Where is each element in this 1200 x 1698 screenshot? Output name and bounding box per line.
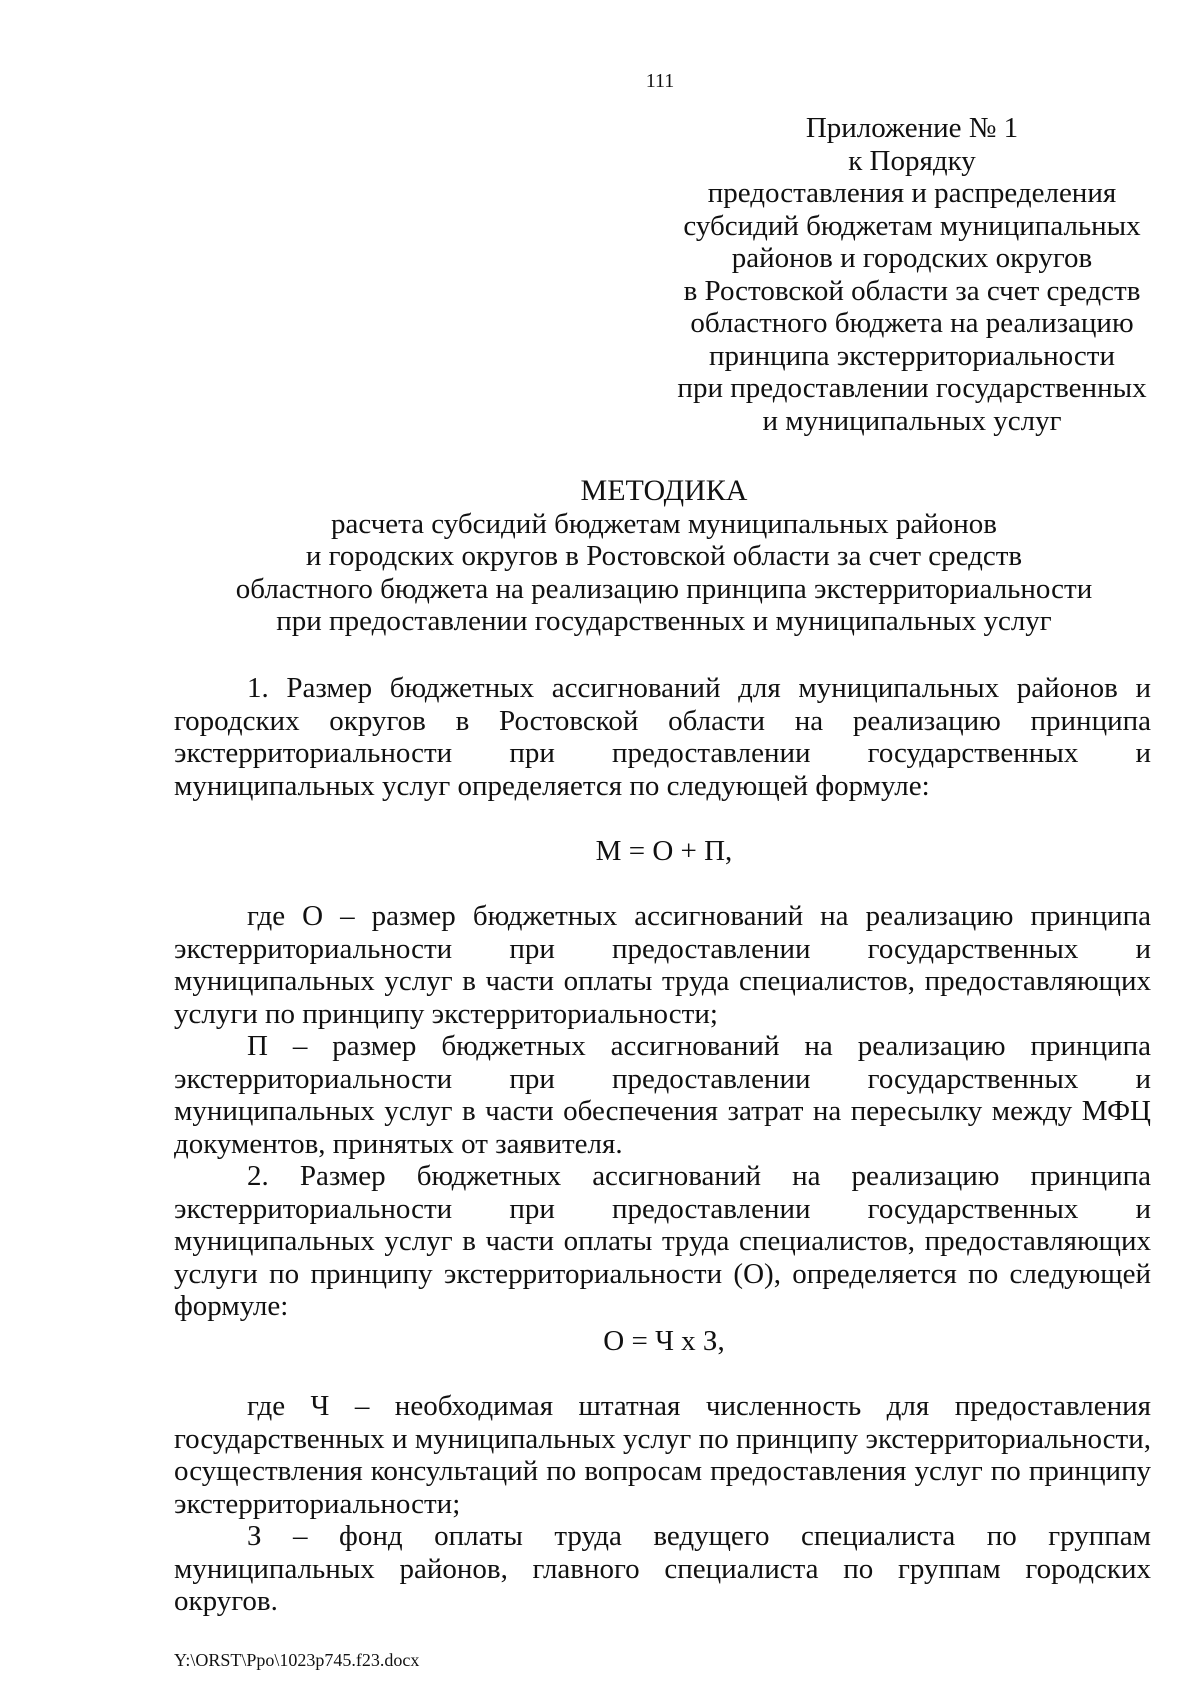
appendix-line: районов и городских округов [731, 242, 1093, 274]
subtitle-line: при предоставлении государственных и муниципальных услуг [276, 605, 1052, 637]
formula-o: О = Ч х З, [603, 1325, 725, 1357]
formula-m: М = О + П, [595, 835, 733, 867]
appendix-line: субсидий бюджетам муниципальных [683, 209, 1141, 242]
subtitle-line: расчета субсидий бюджетам муниципальных районов [331, 507, 997, 540]
body-section-1 [174, 672, 1151, 802]
footer-file-path: Y:\ORST\Ppo\1023p745.f23.docx [174, 1650, 420, 1670]
document-title [174, 475, 1154, 638]
definition-ch: где Ч – необходимая штатная численность для предоставления государственных и муниципальных услуг по принципу экстерриториальности, осуществления консультаций по вопросам предоставления услуг по принципу экстерриториальности; [174, 1390, 1151, 1520]
body-section-definitions [174, 900, 1151, 1323]
paragraph-2: 2. Размер бюджетных ассигнований на реализацию принципа экстерриториальности при предоставлении государственных и муниципальных услуг в части оплаты труда специалистов, предоставляющих услуги по принципу экстерриториальности (О), определяется по следующей формуле: [174, 1160, 1151, 1322]
definition-o: где О – размер бюджетных ассигнований на реализацию принципа экстерриториальности при предоставлении государственных и муниципальных услуг в части оплаты труда специалистов, предоставляющих услуги по принципу экстерриториальности; [174, 900, 1151, 1030]
appendix-line: областного бюджета на реализацию [690, 307, 1134, 339]
page-number: 111 [645, 70, 675, 92]
subtitle-line: и городских округов в Ростовской области за счет средств [305, 540, 1023, 572]
appendix-line: в Ростовской области за счет средств [683, 274, 1141, 307]
appendix-line: и муниципальных услуг [762, 404, 1062, 437]
subtitle-line: областного бюджета на реализацию принципа экстерриториальности [235, 572, 1093, 605]
appendix-header [672, 112, 1152, 437]
appendix-line: принципа экстерриториальности [709, 339, 1115, 372]
appendix-line: к Порядку [848, 144, 976, 177]
paragraph-1: 1. Размер бюджетных ассигнований для муниципальных районов и городских округов в Ростовской области на реализацию принципа экстерриториальности при предоставлении государственных и муниципальных услуг определяется по следующей формуле: [174, 672, 1151, 802]
appendix-line: при предоставлении государственных [677, 372, 1147, 404]
appendix-line: предоставления и распределения [707, 177, 1117, 209]
definition-z: З – фонд оплаты труда ведущего специалиста по группам муниципальных районов, главного специалиста по группам городских округов. [174, 1520, 1151, 1617]
definition-p: П – размер бюджетных ассигнований на реализацию принципа экстерриториальности при предоставлении государственных и муниципальных услуг в части обеспечения затрат на пересылку между МФЦ документов, принятых от заявителя. [174, 1030, 1151, 1160]
body-section-2 [174, 1390, 1151, 1618]
appendix-line: Приложение № 1 [805, 112, 1019, 144]
title-main: МЕТОДИКА [580, 474, 748, 507]
